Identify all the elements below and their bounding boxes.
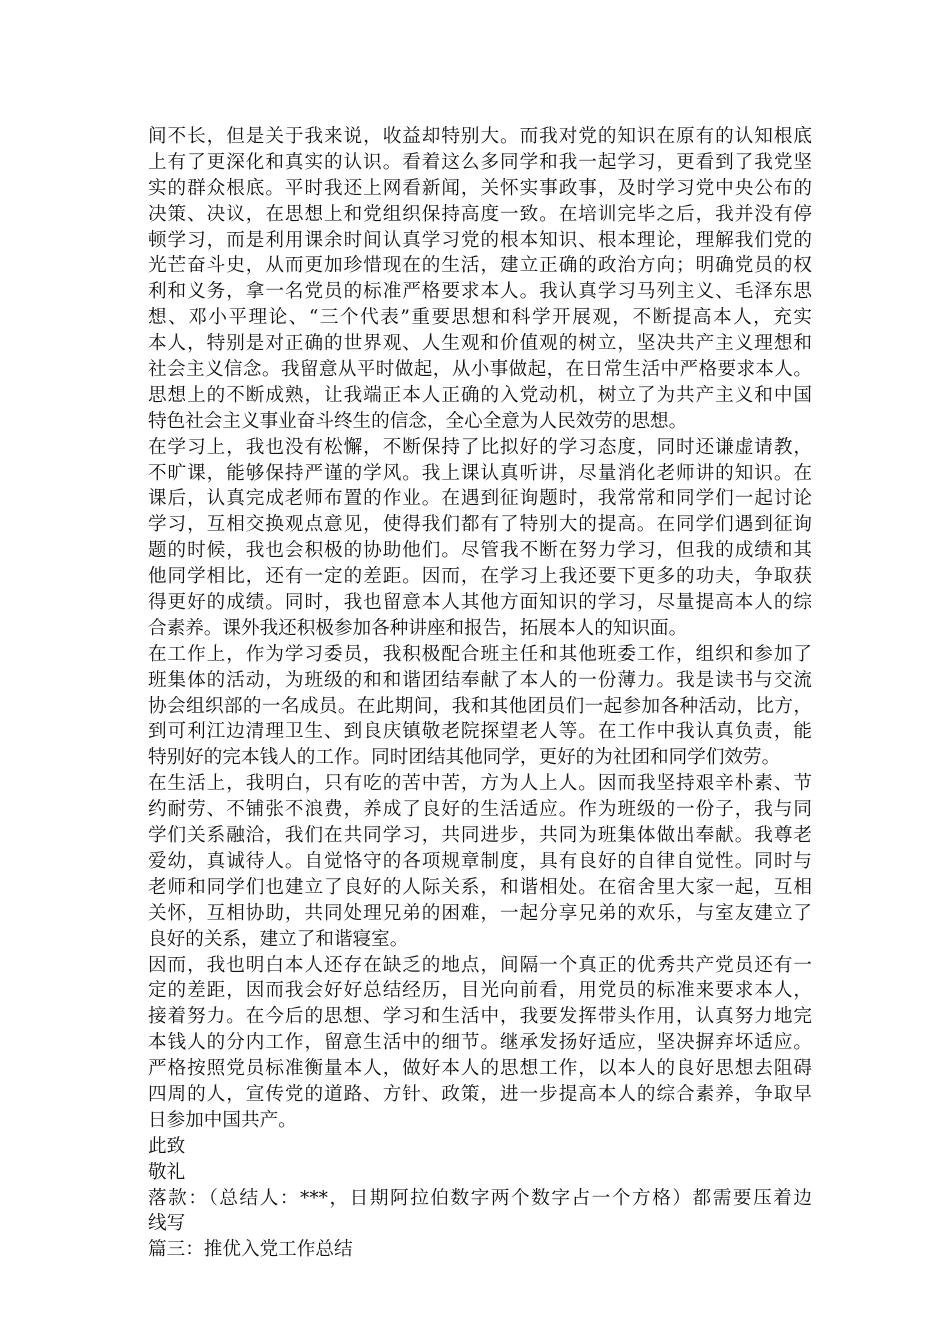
text-line: 顿学习，而是利用课余时间认真学习党的根本知识、根本理论，理解我们党的 — [148, 229, 812, 251]
text-line: 在学习上，我也没有松懈，不断保持了比拟好的学习态度，同时还谦虚请教， — [148, 436, 812, 458]
text-line: 光芒奋斗史，从而更加珍惜现在的生活，建立正确的政治方向；明确党员的权 — [148, 255, 812, 277]
text-line: 良好的关系，建立了和谐寝室。 — [148, 928, 409, 950]
text-line: 想、邓小平理论、“三个代表”重要思想和科学开展观，不断提高本人，充实 — [148, 307, 812, 329]
text-line: 敬礼 — [148, 1161, 186, 1183]
text-line: 特别好的完本钱人的工作。同时团结其他同学，更好的为社团和同学们效劳。 — [148, 747, 781, 769]
paragraph — [148, 1237, 812, 1263]
paragraph — [148, 953, 812, 1134]
paragraph — [148, 1134, 812, 1160]
text-line: 因而，我也明白本人还存在缺乏的地点，间隔一个真正的优秀共产党员还有一 — [148, 954, 812, 976]
text-line: 学们关系融洽，我们在共同学习，共同进步，共同为班集体做出奉献。我尊老 — [148, 825, 812, 847]
text-line: 本人，特别是对正确的世界观、人生观和价值观的树立，坚决共产主义理想和 — [148, 333, 812, 355]
text-line: 到可利江边清理卫生、到良庆镇敬老院探望老人等。在工作中我认真负责，能 — [148, 721, 812, 743]
text-line: 实的群众根底。平时我还上网看新闻，关怀实事政事，及时学习党中央公布的 — [148, 177, 812, 199]
text-line: 接着努力。在今后的思想、学习和生活中，我要发挥带头作用，认真努力地完 — [148, 1006, 812, 1028]
text-line: 班集体的活动，为班级的和和谐团结奉献了本人的一份薄力。我是读书与交流 — [148, 669, 812, 691]
paragraph — [148, 124, 812, 435]
document-body — [148, 124, 812, 1263]
paragraph — [148, 642, 812, 771]
paragraph — [148, 1160, 812, 1186]
text-line: 关怀，互相协助，共同处理兄弟的困难，一起分享兄弟的欢乐，与室友建立了 — [148, 902, 812, 924]
text-line: 严格按照党员标准衡量本人，做好本人的思想工作，以本人的良好思想去阻碍 — [148, 1058, 812, 1080]
text-line: 合素养。课外我还积极参加各种讲座和报告，拓展本人的知识面。 — [148, 617, 688, 639]
text-line: 他同学相比，还有一定的差距。因而，在学习上我还要下更多的功夫，争取获 — [148, 566, 812, 588]
text-line: 决策、决议，在思想上和党组织保持高度一致。在培训完毕之后，我并没有停 — [148, 203, 812, 225]
text-line: 学习，互相交换观点意见，使得我们都有了特别大的提高。在同学们遇到征询 — [148, 514, 812, 536]
text-line: 题的时候，我也会积极的协助他们。尽管我不断在努力学习，但我的成绩和其 — [148, 540, 812, 562]
text-line: 定的差距，因而我会好好总结经历，目光向前看，用党员的标准来要求本人， — [148, 980, 812, 1002]
text-line: 协会组织部的一名成员。在此期间，我和其他团员们一起参加各种活动，比方， — [148, 695, 812, 717]
text-line: 在生活上，我明白，只有吃的苦中苦，方为人上人。因而我坚持艰辛朴素、节 — [148, 773, 812, 795]
text-line: 特色社会主义事业奋斗终生的信念，全心全意为人民效劳的思想。 — [148, 410, 688, 432]
text-line: 日参加中国共产。 — [148, 1109, 297, 1131]
text-line: 不旷课，能够保持严谨的学风。我上课认真听讲，尽量消化老师讲的知识。在 — [148, 462, 812, 484]
text-line: 篇三：推优入党工作总结 — [148, 1239, 353, 1261]
text-line: 落款：（总结人：***，日期阿拉伯数字两个数字占一个方格）都需要压着边 — [148, 1187, 812, 1209]
text-line: 得更好的成绩。同时，我也留意本人其他方面知识的学习，尽量提高本人的综 — [148, 592, 812, 614]
text-line: 在工作上，作为学习委员，我积极配合班主任和其他班委工作，组织和参加了 — [148, 643, 812, 665]
text-line: 老师和同学们也建立了良好的人际关系，和谐相处。在宿舍里大家一起，互相 — [148, 876, 812, 898]
paragraph — [148, 771, 812, 952]
text-line: 思想上的不断成熟，让我端正本人正确的入党动机，树立了为共产主义和中国 — [148, 384, 812, 406]
text-line: 利和义务，拿一名党员的标准严格要求本人。我认真学习马列主义、毛泽东思 — [148, 281, 812, 303]
paragraph — [148, 435, 812, 642]
text-line: 四周的人，宣传党的道路、方针、政策，进一步提高本人的综合素养，争取早 — [148, 1083, 812, 1105]
text-line: 约耐劳、不铺张不浪费，养成了良好的生活适应。作为班级的一份子，我与同 — [148, 799, 812, 821]
text-line: 爱幼，真诚待人。自觉恪守的各项规章制度，具有良好的自律自觉性。同时与 — [148, 850, 812, 872]
text-line: 间不长，但是关于我来说，收益却特别大。而我对党的知识在原有的认知根底 — [148, 126, 812, 147]
text-line: 社会主义信念。我留意从平时做起，从小事做起，在日常生活中严格要求本人。 — [148, 359, 812, 381]
paragraph — [148, 1186, 812, 1238]
text-line: 课后，认真完成老师布置的作业。在遇到征询题时，我常常和同学们一起讨论 — [148, 488, 812, 510]
text-line: 本钱人的分内工作，留意生活中的细节。继承发扬好适应，坚决摒弃坏适应。 — [148, 1032, 812, 1054]
text-line: 线写 — [148, 1213, 186, 1235]
text-line: 上有了更深化和真实的认识。看着这么多同学和我一起学习，更看到了我党坚 — [148, 151, 812, 173]
text-line: 此致 — [148, 1135, 186, 1157]
